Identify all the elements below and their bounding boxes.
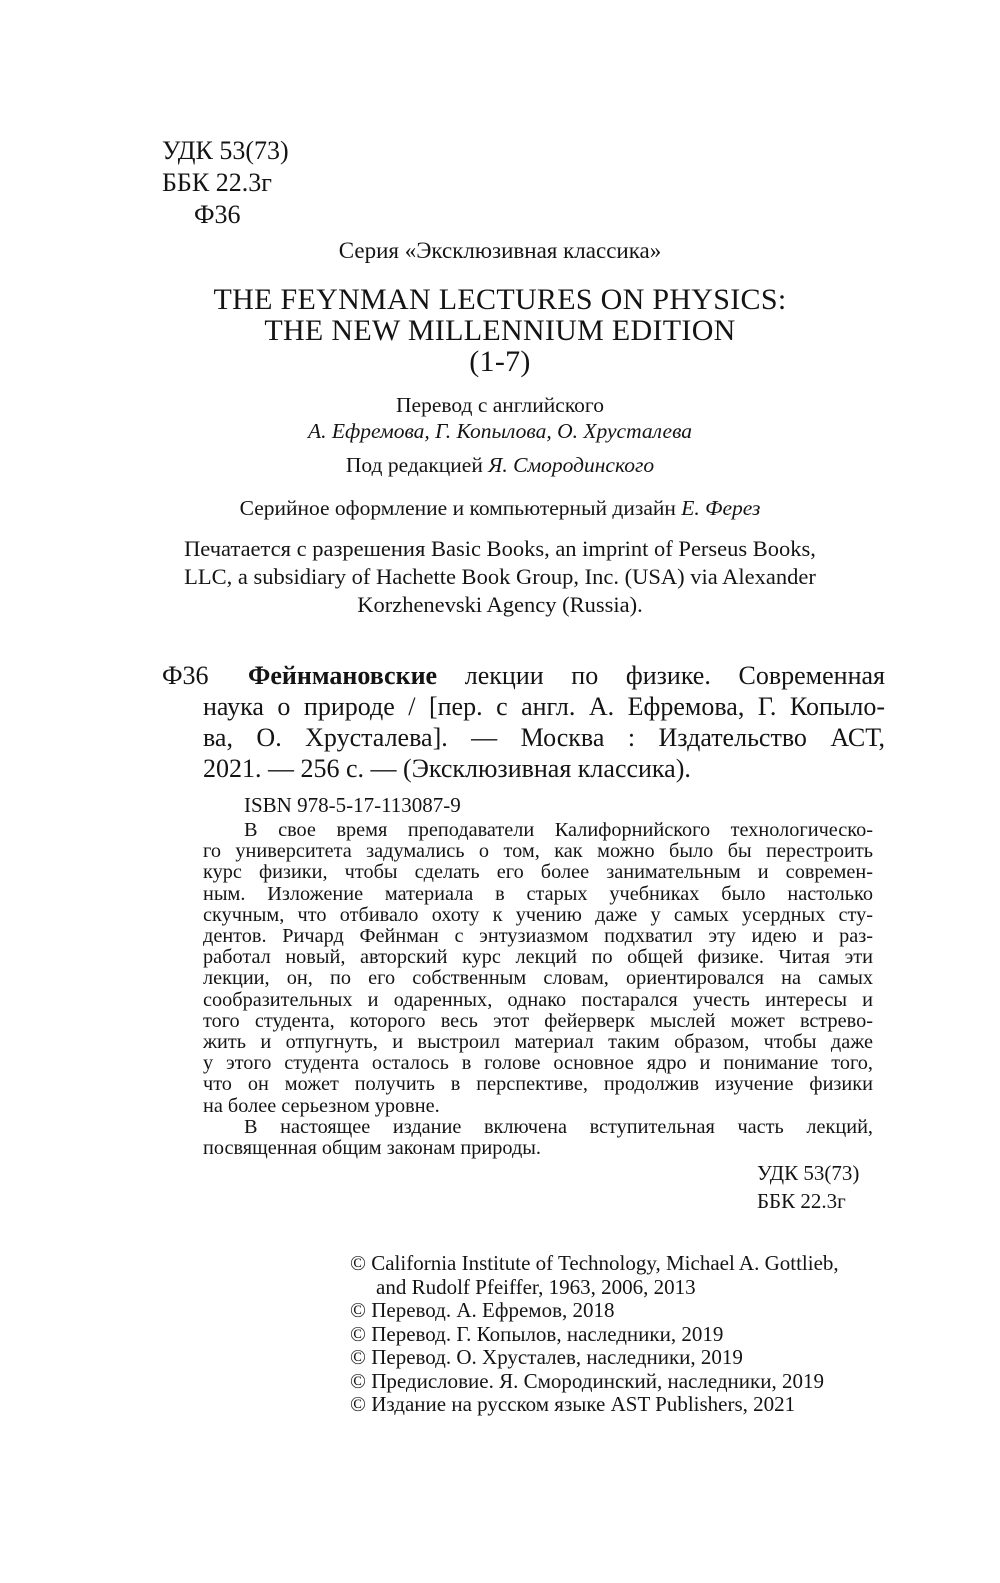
translation-label: Перевод с английского	[396, 393, 604, 417]
bbk-code: ББК 22.3г	[162, 168, 272, 197]
annotation-line: В свое время преподаватели Калифорнийского технологическо-	[244, 819, 873, 841]
bibliographic-line-4: 2021. — 256 с. — (Эксклюзивная классика).	[203, 754, 691, 783]
annotation-line: ным. Изложение материала в старых учебниках было настолько	[203, 882, 873, 905]
annotation-line: скучным, что отбивало охоту к учению даже у самых усердных сту-	[203, 903, 873, 926]
design-credit	[130, 495, 870, 521]
copyright-line: © Перевод. Г. Копылов, наследники, 2019	[350, 1321, 724, 1346]
annotation-line: курс физики, чтобы сделать его более занимательным и современ-	[203, 861, 873, 884]
permission-line-3: Korzhenevski Agency (Russia).	[357, 592, 643, 617]
annotation-line: что он может получить в перспективе, продолжив изучение физики	[203, 1073, 873, 1096]
annotation-line: сообразительных и одаренных, однако постарался учесть интересы и	[203, 988, 873, 1011]
annotation	[203, 820, 873, 1159]
annotation-line: на более серьезном уровне.	[203, 1094, 440, 1117]
classification-codes	[162, 135, 289, 231]
bibliographic-record	[203, 660, 885, 784]
author-mark: Ф36	[194, 200, 241, 229]
original-title	[130, 284, 870, 377]
footer-classification-codes	[757, 1159, 859, 1215]
annotation-line: дентов. Ричард Фейнман с энтузиазмом подхватил эту идею и раз-	[203, 925, 873, 948]
footer-bbk-code: ББК 22.3г	[757, 1189, 846, 1213]
copyright-line: © Перевод. А. Ефремов, 2018	[350, 1298, 615, 1322]
footer-udk-code: УДК 53(73)	[757, 1161, 860, 1185]
copyright-line-continued: and Rudolf Pfeiffer, 1963, 2006, 2013	[376, 1274, 696, 1299]
translators: А. Ефремова, Г. Копылова, О. Хрусталева	[307, 419, 693, 443]
original-title-line-3: (1-7)	[469, 345, 531, 378]
bibliographic-line-1	[203, 660, 885, 691]
editor-name: Я. Смородинского	[488, 453, 655, 477]
copyright-notices	[350, 1252, 880, 1417]
original-title-line-1: THE FEYNMAN LECTURES ON PHYSICS:	[213, 283, 787, 316]
annotation-line: работал новый, авторский курс лекций по общей физике. Читая эти	[203, 946, 873, 969]
annotation-line: посвященная общим законам природы.	[203, 1137, 541, 1160]
copyright-line: © California Institute of Technology, Michael A. Gottlieb,	[350, 1251, 839, 1275]
annotation-line: В настоящее издание включена вступительная часть лекций,	[244, 1115, 873, 1138]
permission-notice	[130, 535, 870, 619]
copyright-line: © Перевод. О. Хрусталев, наследники, 2019	[350, 1345, 743, 1369]
design-label: Серийное оформление и компьютерный дизайн	[239, 496, 676, 520]
translation-credit	[130, 392, 870, 444]
annotation-line: лекции, он, по его собственным словам, ориентировался на самых	[203, 967, 873, 990]
permission-line-1: Печатается с разрешения Basic Books, an imprint of Perseus Books,	[184, 536, 816, 561]
annotation-line: жить и отпугнуть, и выстроил материал таким образом, чтобы даже	[203, 1031, 873, 1054]
annotation-line: того студента, которого весь этот фейерверк мыслей может встрево-	[203, 1009, 873, 1032]
original-title-line-2: THE NEW MILLENNIUM EDITION	[264, 314, 736, 347]
annotation-line: у этого студента осталось в голове основное ядро и понимание того,	[203, 1052, 873, 1075]
series-name: Серия «Эксклюзивная классика»	[338, 238, 662, 263]
editor-label: Под редакцией	[345, 453, 483, 477]
book-title-rest: лекции по физике. Современная	[464, 661, 885, 690]
udk-code: УДК 53(73)	[162, 136, 289, 165]
bibliographic-line-2: наука о природе / [пер. с англ. А. Ефремова, Г. Копыло-	[203, 692, 885, 721]
designer-name: Е. Ферез	[681, 496, 761, 520]
permission-line-2: LLC, a subsidiary of Hachette Book Group, Inc. (USA) via Alexander	[184, 564, 816, 589]
annotation-line: го университета задумались о том, как можно было бы перестроить	[203, 840, 873, 863]
bibliographic-code: Ф36	[162, 661, 209, 690]
copyright-line: © Предисловие. Я. Смородинский, наследники, 2019	[350, 1368, 824, 1393]
copyright-line: © Издание на русском языке AST Publishers, 2021	[350, 1392, 796, 1416]
book-title-bold: Фейнмановские	[248, 661, 438, 690]
isbn: ISBN 978-5-17-113087-9	[244, 793, 461, 817]
editor-credit	[130, 452, 870, 478]
bibliographic-line-3: ва, О. Хрусталева]. — Москва : Издательство АСТ,	[203, 723, 885, 752]
